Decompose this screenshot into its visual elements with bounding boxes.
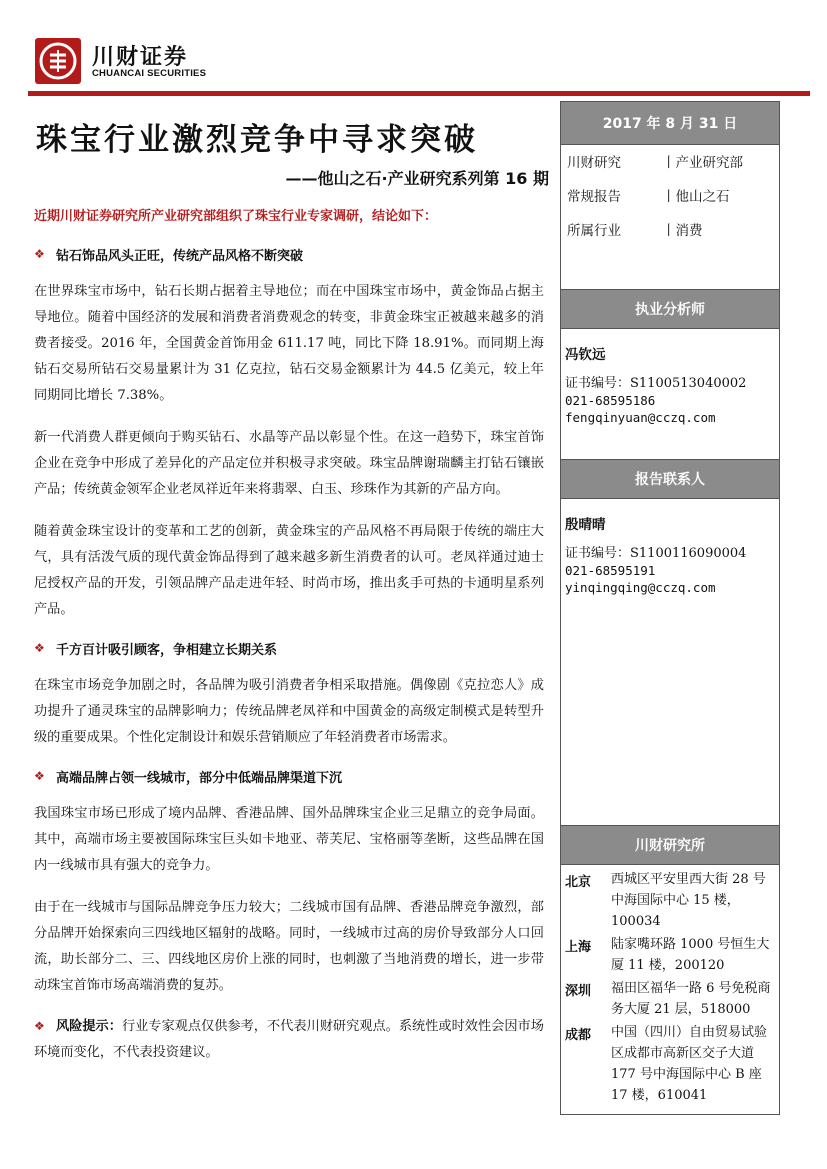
section-heading (34, 637, 544, 659)
contact-email[interactable]: yinqingqing@cczq.com (565, 580, 716, 595)
contact-phone: 021-68595191 (565, 563, 656, 578)
paragraph: 由于在一线城市与国际品牌竞争压力较大；二线城市国有品牌、香港品牌竞争激烈，部分品牌开始探索向三四线地区辐射的战略。同时，一线城市过高的房价导致部分人口回流，助长部分二、三、四线地区房价上涨的同时，也刺激了当地消费的增长，进一步带动珠宝首饰市场高端消费的复苏。 (34, 900, 544, 993)
report-subtitle: ——他山之石·产业研究系列第 16 期 (285, 169, 549, 188)
info-value: 丨产业研究部 (662, 155, 743, 171)
diamond-bullet-icon: ❖ (34, 247, 45, 261)
analyst-cert: 证书编号：S1100513040002 (565, 376, 747, 391)
contact-header: 报告联系人 (560, 459, 780, 499)
sidebar-spacer (560, 629, 780, 825)
info-row (561, 219, 779, 289)
chuancai-logo (35, 38, 81, 84)
diamond-bullet-icon: ❖ (34, 769, 45, 783)
risk-label: 风险提示： (56, 1019, 122, 1034)
analyst-header: 执业分析师 (560, 289, 780, 329)
paragraph: 新一代消费人群更倾向于购买钻石、水晶等产品以彰显个性。在这一趋势下，珠宝首饰企业在竞争中形成了差异化的产品定位并积极寻求突破。珠宝品牌谢瑞麟主打钻石镶嵌产品；传统黄金领军企业老凤祥近年来将翡翠、白玉、珍珠作为其新的产品方向。 (34, 430, 544, 497)
report-intro: 近期川财证券研究所产业研究部组织了珠宝行业专家调研，结论如下： (34, 209, 438, 224)
diamond-bullet-icon: ❖ (34, 1019, 45, 1033)
office-address: 西城区平安里西大街 28 号中海国际中心 15 楼，100034 (611, 872, 766, 929)
analyst-card (560, 329, 780, 459)
office-address: 陆家嘴环路 1000 号恒生大厦 11 楼，200120 (611, 937, 770, 973)
paragraph: 我国珠宝市场已形成了境内品牌、香港品牌、国外品牌珠宝企业三足鼎立的竞争局面。其中，高端市场主要被国际珠宝巨头如卡地亚、蒂芙尼、宝格丽等垄断，这些品牌在国内一线城市具有强大的竞争力。 (34, 806, 544, 873)
office-item (565, 1022, 775, 1106)
report-date: 2017 年 8 月 31 日 (560, 101, 780, 145)
report-title: 珠宝行业激烈竞争中寻求突破 (36, 122, 478, 158)
contact-card (560, 499, 780, 629)
section-heading-text: 钻石饰品风头正旺，传统产品风格不断突破 (56, 248, 304, 264)
contact-cert: 证书编号：S1100116090004 (565, 546, 747, 561)
brand-name-en: CHUANCAI SECURITIES (92, 68, 207, 79)
diamond-bullet-icon: ❖ (34, 641, 45, 655)
section-heading-text: 高端品牌占领一线城市，部分中低端品牌渠道下沉 (56, 770, 343, 786)
info-key: 常规报告 (567, 189, 621, 205)
institute-header: 川财研究所 (560, 825, 780, 865)
report-header (0, 0, 827, 100)
office-item (565, 869, 775, 932)
office-item (565, 978, 775, 1020)
section-heading (34, 765, 544, 787)
office-city: 深圳 (565, 984, 592, 999)
office-list (560, 865, 780, 1115)
section-heading (34, 243, 544, 265)
office-city: 上海 (565, 940, 592, 955)
office-city: 北京 (565, 875, 592, 890)
info-value: 丨消费 (662, 223, 703, 239)
risk-warning (34, 1013, 544, 1066)
analyst-email[interactable]: fengqinyuan@cczq.com (565, 410, 716, 425)
office-address: 中国（四川）自由贸易试验区成都市高新区交子大道 177 号中海国际中心 B 座 17 楼，610041 (611, 1025, 768, 1103)
brand-name-cn: 川财证券 (92, 45, 189, 70)
info-row (561, 185, 779, 219)
report-info-table (560, 145, 780, 289)
office-item (565, 934, 775, 976)
risk-text: 行业专家观点仅供参考，不代表川财研究观点。系统性或时效性会因市场环境而变化，不代表投资建议。 (34, 1019, 544, 1060)
info-value: 丨他山之石 (662, 189, 730, 205)
section-heading-text: 千方百计吸引顾客，争相建立长期关系 (56, 642, 278, 658)
contact-name: 殷晴晴 (565, 517, 606, 533)
header-divider (28, 91, 810, 96)
info-row (561, 151, 779, 185)
paragraph: 在世界珠宝市场中，钻石长期占据着主导地位；而在中国珠宝市场中，黄金饰品占据主导地位。随着中国经济的发展和消费者消费观念的转变，非黄金珠宝正被越来越多的消费者接受。2016 年，全国黄金首饰用金 611.17 吨，同比下降 18.91%。而同期上海钻石交易所钻石交易量累计为 31 亿克拉，钻石交易金额累计为 44.5 亿美元，较上年同期同比增长 7.38%。 (34, 284, 544, 403)
analyst-phone: 021-68595186 (565, 393, 656, 408)
paragraph: 随着黄金珠宝设计的变革和工艺的创新，黄金珠宝的产品风格不再局限于传统的端庄大气，具有活泼气质的现代黄金饰品得到了越来越多新生消费者的认可。老凤祥通过迪士尼授权产品的开发，引领品牌产品走进年轻、时尚市场，推出炙手可热的卡通明星系列产品。 (34, 524, 544, 617)
info-key: 川财研究 (567, 155, 621, 171)
office-city: 成都 (565, 1028, 592, 1043)
report-body (34, 243, 544, 1066)
analyst-name: 冯钦远 (565, 347, 606, 363)
sidebar (560, 101, 780, 1115)
paragraph: 在珠宝市场竞争加剧之时，各品牌为吸引消费者争相采取措施。偶像剧《克拉恋人》成功提升了通灵珠宝的品牌影响力；传统品牌老凤祥和中国黄金的高级定制模式是转型升级的重要成果。个性化定制设计和娱乐营销顺应了年轻消费者市场需求。 (34, 678, 544, 745)
info-key: 所属行业 (567, 223, 621, 239)
office-address: 福田区福华一路 6 号免税商务大厦 21 层，518000 (611, 981, 771, 1017)
